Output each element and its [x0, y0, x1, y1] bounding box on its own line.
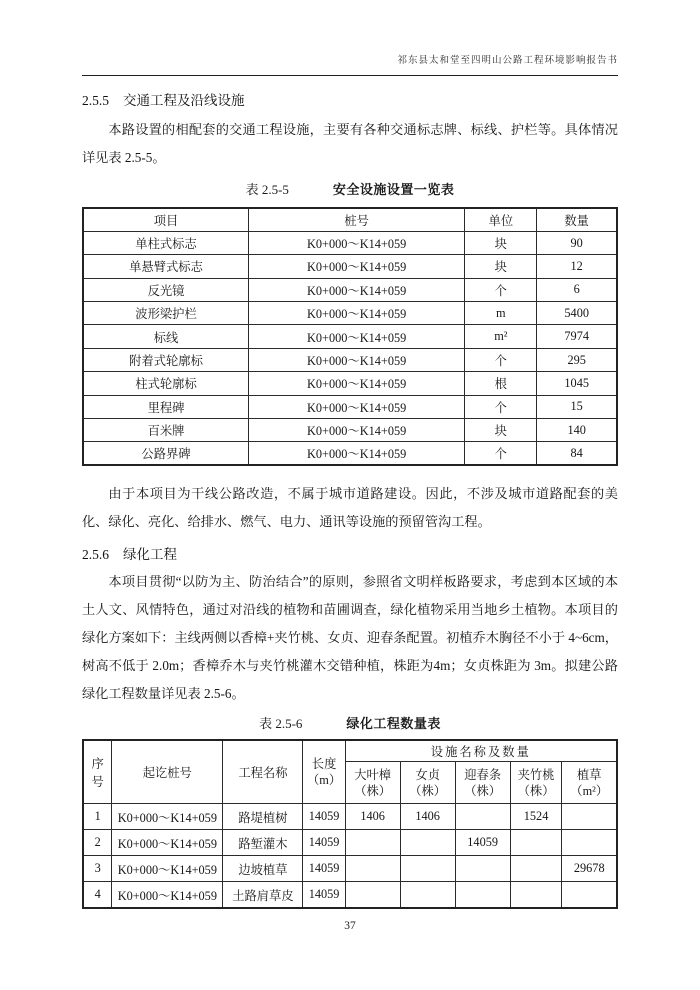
cell-item: 附着式轮廓标	[83, 348, 249, 371]
cell-oleander	[510, 856, 562, 882]
cell-item: 单悬臂式标志	[83, 255, 249, 278]
cell-camphor	[345, 830, 400, 856]
cell-unit: m²	[465, 325, 537, 348]
plant-unit: （株）	[517, 783, 555, 798]
cell-unit: 根	[465, 372, 537, 395]
table-row	[83, 804, 617, 830]
col-header-jasmine	[455, 762, 510, 804]
cell-stake: K0+000～K14+059	[249, 372, 465, 395]
paragraph-traffic-facilities: 本路设置的相配套的交通工程设施，主要有各种交通标志牌、标线、护栏等。具体情况详见表 2.5-5。	[82, 122, 618, 165]
plant-name: 大叶樟	[354, 767, 392, 782]
plant-unit: （m²）	[570, 783, 609, 798]
cell-stake: K0+000～K14+059	[112, 830, 223, 856]
cell-name: 路堑灌木	[223, 830, 303, 856]
cell-grass	[562, 804, 617, 830]
cell-seq: 1	[83, 804, 112, 830]
cell-unit: 块	[465, 231, 537, 254]
cell-item: 反光镜	[83, 278, 249, 301]
col-header-length	[303, 740, 345, 804]
table1-caption-title: 安全设施设置一览表	[332, 183, 455, 198]
cell-stake: K0+000～K14+059	[249, 325, 465, 348]
cell-name: 土路肩草皮	[223, 882, 303, 908]
col-header-camphor	[345, 762, 400, 804]
cell-qty: 7974	[537, 325, 617, 348]
cell-qty: 6	[537, 278, 617, 301]
cell-qty: 295	[537, 348, 617, 371]
plant-name: 女贞	[415, 767, 440, 782]
cell-item: 标线	[83, 325, 249, 348]
table2-caption-title: 绿化工程数量表	[346, 717, 441, 733]
cell-grass	[562, 882, 617, 908]
cell-unit: 个	[465, 278, 537, 301]
cell-qty: 15	[537, 395, 617, 418]
plant-unit: （株）	[409, 783, 447, 798]
cell-stake: K0+000～K14+059	[249, 419, 465, 442]
cell-item: 波形梁护栏	[83, 302, 249, 325]
plant-unit: （株）	[354, 783, 392, 798]
cell-seq: 4	[83, 882, 112, 908]
cell-jasmine	[455, 882, 510, 908]
cell-unit: m	[465, 302, 537, 325]
section-heading-255	[82, 90, 618, 112]
table2-caption-label: 表 2.5-6	[259, 716, 303, 732]
cell-qty: 90	[537, 231, 617, 254]
table2-caption	[82, 714, 618, 735]
col-header-grass	[562, 762, 617, 804]
cell-unit: 个	[465, 442, 537, 465]
col-header-item: 项目	[83, 208, 249, 231]
cell-oleander: 1524	[510, 804, 562, 830]
cell-oleander	[510, 882, 562, 908]
doc-title: 祁东县太和堂至四明山公路工程环境影响报告书	[397, 56, 618, 66]
table-row	[83, 348, 617, 371]
cell-seq: 2	[83, 830, 112, 856]
cell-jasmine	[455, 856, 510, 882]
col-header-stake: 桩号	[249, 208, 465, 231]
cell-privet	[400, 882, 455, 908]
table-header-row	[83, 208, 617, 231]
cell-stake: K0+000～K14+059	[249, 442, 465, 465]
section-title: 交通工程及沿线设施	[123, 93, 245, 108]
col-header-group: 设施名称及数量	[345, 740, 617, 762]
table-header-row-1	[83, 740, 617, 762]
paragraph-greening-plan: 本项目贯彻“以防为主、防治结合”的原则，参照省文明样板路要求，考虑到本区域的本土人文、风情特色，通过对沿线的植物和苗圃调查，绿化植物采用当地乡土植物。本项目的绿化方案如下：主线两侧以香樟+夹竹桃、女贞、迎春条配置。初植乔木胸径不小于 4~6cm，树高不低于 2.0m；香樟乔木与夹竹桃灌木交错种植，株距为4m；女贞株距为 3m。拟建公路绿化工程数量详见表 2.5-6。	[82, 574, 618, 702]
cell-stake: K0+000～K14+059	[112, 804, 223, 830]
plant-name: 植草	[576, 767, 602, 782]
safety-facilities-table	[82, 207, 618, 466]
cell-name: 边坡植草	[223, 856, 303, 882]
cell-qty: 1045	[537, 372, 617, 395]
table-row	[83, 830, 617, 856]
cell-privet: 1406	[400, 804, 455, 830]
cell-name: 路堤植树	[223, 804, 303, 830]
section-number: 2.5.5	[82, 93, 109, 108]
col-header-stake: 起讫桩号	[112, 740, 223, 804]
cell-stake: K0+000～K14+059	[249, 395, 465, 418]
section-title: 绿化工程	[123, 547, 177, 563]
cell-jasmine	[455, 804, 510, 830]
table-row	[83, 442, 617, 465]
length-unit: （m）	[306, 773, 342, 788]
cell-stake: K0+000～K14+059	[249, 348, 465, 371]
section-heading-256	[82, 544, 618, 566]
cell-camphor	[345, 882, 400, 908]
cell-privet	[400, 856, 455, 882]
table-row	[83, 325, 617, 348]
cell-seq: 3	[83, 856, 112, 882]
cell-unit: 块	[465, 419, 537, 442]
cell-unit: 个	[465, 395, 537, 418]
cell-stake: K0+000～K14+059	[249, 231, 465, 254]
cell-grass	[562, 830, 617, 856]
length-label: 长度	[311, 757, 337, 772]
table-row	[83, 302, 617, 325]
cell-grass: 29678	[562, 856, 617, 882]
cell-jasmine: 14059	[455, 830, 510, 856]
cell-item: 百米牌	[83, 419, 249, 442]
table1-caption-label: 表 2.5-5	[245, 182, 289, 197]
cell-length: 14059	[303, 856, 345, 882]
cell-privet	[400, 830, 455, 856]
cell-item: 柱式轮廓标	[83, 372, 249, 395]
table-row	[83, 882, 617, 908]
cell-qty: 140	[537, 419, 617, 442]
cell-stake: K0+000～K14+059	[112, 882, 223, 908]
paragraph-urban-road: 由于本项目为干线公路改造，不属于城市道路建设。因此，不涉及城市道路配套的美化、绿化、亮化、给排水、燃气、电力、通讯等设施的预留管沟工程。	[82, 486, 618, 530]
cell-item: 单柱式标志	[83, 231, 249, 254]
table-row	[83, 419, 617, 442]
section-number: 2.5.6	[82, 547, 109, 563]
table-row	[83, 231, 617, 254]
table-row	[83, 278, 617, 301]
plant-name: 迎春条	[464, 767, 502, 782]
cell-length: 14059	[303, 804, 345, 830]
table-row	[83, 372, 617, 395]
cell-item: 里程碑	[83, 395, 249, 418]
cell-qty: 12	[537, 255, 617, 278]
running-header	[82, 54, 618, 76]
plant-name: 夹竹桃	[517, 767, 555, 782]
page-number: 37	[344, 920, 356, 932]
table-row	[83, 395, 617, 418]
cell-camphor: 1406	[345, 804, 400, 830]
cell-qty: 84	[537, 442, 617, 465]
col-header-qty: 数量	[537, 208, 617, 231]
table1-caption	[82, 180, 618, 201]
cell-qty: 5400	[537, 302, 617, 325]
col-header-oleander	[510, 762, 562, 804]
cell-unit: 个	[465, 348, 537, 371]
cell-stake: K0+000～K14+059	[249, 278, 465, 301]
cell-stake: K0+000～K14+059	[249, 255, 465, 278]
cell-length: 14059	[303, 882, 345, 908]
cell-unit: 块	[465, 255, 537, 278]
cell-oleander	[510, 830, 562, 856]
col-header-unit: 单位	[465, 208, 537, 231]
col-header-name: 工程名称	[223, 740, 303, 804]
table-row	[83, 255, 617, 278]
table-row	[83, 856, 617, 882]
cell-camphor	[345, 856, 400, 882]
cell-stake: K0+000～K14+059	[112, 856, 223, 882]
col-header-seq: 序号	[83, 740, 112, 804]
plant-unit: （株）	[464, 783, 502, 798]
cell-item: 公路界碑	[83, 442, 249, 465]
col-header-privet	[400, 762, 455, 804]
cell-stake: K0+000～K14+059	[249, 302, 465, 325]
cell-length: 14059	[303, 830, 345, 856]
greening-quantity-table	[82, 739, 618, 909]
